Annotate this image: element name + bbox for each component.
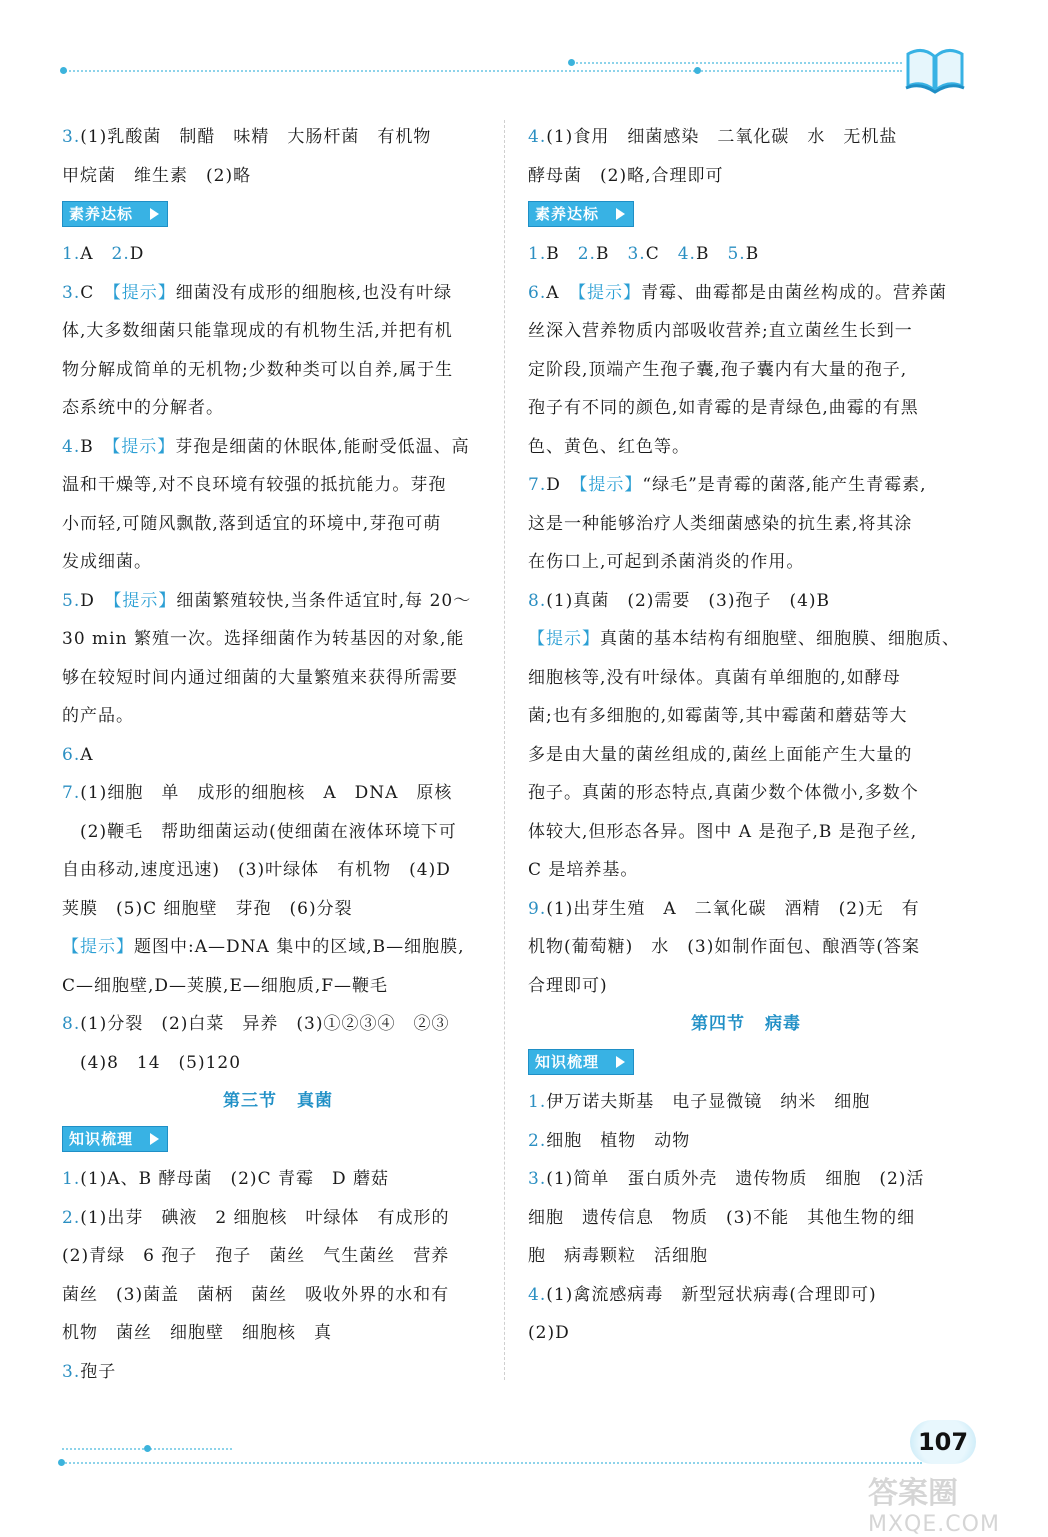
section-badge bbox=[528, 201, 634, 227]
answer-text: C—细胞壁,D—荚膜,E—细胞质,F—鞭毛 bbox=[62, 975, 389, 996]
answer-text: 温和干燥等,对不良环境有较强的抵抗能力。芽孢 bbox=[62, 475, 447, 495]
header-dotted-line-upper bbox=[572, 62, 902, 64]
answer-text: 丝深入营养物质内部吸收营养;直立菌丝生长到一 bbox=[528, 321, 913, 341]
open-book-icon bbox=[904, 44, 966, 94]
question-number: 4. bbox=[528, 127, 547, 147]
answer-text: 伊万诺夫斯基 电子显微镜 纳米 细胞 bbox=[546, 1092, 871, 1112]
section-badge bbox=[62, 1126, 168, 1152]
answer-line bbox=[62, 620, 494, 659]
header-dotted-line bbox=[62, 70, 902, 72]
answer-line bbox=[62, 851, 494, 890]
answer-line bbox=[62, 543, 494, 582]
section-badge bbox=[62, 201, 168, 227]
answer-line bbox=[62, 118, 494, 157]
question-number: 8. bbox=[528, 590, 547, 611]
answer-line bbox=[528, 1276, 964, 1315]
answer-line bbox=[528, 1237, 964, 1276]
question-number: 2. bbox=[111, 244, 130, 264]
answer-text: C bbox=[80, 282, 113, 303]
answer-text: B bbox=[745, 244, 760, 264]
hint-tag: 【提示】 bbox=[111, 436, 176, 457]
answer-line bbox=[528, 312, 964, 351]
answer-text: 色、黄色、红色等。 bbox=[528, 436, 690, 457]
answer-line bbox=[528, 543, 964, 582]
answer-text: 的产品。 bbox=[62, 706, 134, 726]
header-dot-right bbox=[694, 67, 701, 74]
section-title bbox=[62, 1082, 494, 1120]
page-number: 107 bbox=[910, 1420, 976, 1464]
answer-text: A bbox=[80, 244, 112, 264]
answer-line bbox=[62, 928, 494, 967]
watermark bbox=[868, 1468, 1044, 1537]
answer-line bbox=[528, 389, 964, 428]
answer-text: (1)禽流感病毒 新型冠状病毒(合理即可) bbox=[546, 1284, 877, 1305]
answer-text: 细胞核等,没有叶绿体。真菌有单细胞的,如酵母 bbox=[528, 667, 901, 688]
answer-line bbox=[528, 813, 964, 852]
answer-text: (4)8 14 (5)120 bbox=[62, 1052, 242, 1073]
answer-line bbox=[62, 1237, 494, 1276]
answer-line bbox=[528, 505, 964, 544]
question-number: 2. bbox=[62, 1207, 81, 1228]
footer-dot bbox=[144, 1445, 151, 1452]
answer-text: (1)真菌 (2)需要 (3)孢子 (4)B bbox=[546, 590, 831, 611]
answer-line bbox=[528, 1199, 964, 1238]
answer-text: 小而轻,可随风飘散,落到适宜的环境中,芽孢可萌 bbox=[62, 513, 442, 534]
answer-text: 题图中:A—DNA 集中的区域,B—细胞膜, bbox=[134, 937, 465, 957]
answer-line bbox=[528, 582, 964, 621]
answer-line bbox=[528, 851, 964, 890]
answer-text: (1)A、B 酵母菌 (2)C 青霉 D 蘑菇 bbox=[80, 1169, 390, 1189]
play-triangle-icon bbox=[150, 1133, 159, 1145]
watermark-line1: 答案圈 bbox=[868, 1476, 958, 1511]
section-badge bbox=[528, 1049, 634, 1075]
header-dot-left bbox=[60, 67, 67, 74]
answer-text: (2)D bbox=[528, 1323, 570, 1343]
answer-line bbox=[62, 1199, 494, 1238]
answer-line bbox=[528, 659, 964, 698]
badge-label: 素养达标 bbox=[535, 205, 600, 223]
question-number: 5. bbox=[62, 590, 81, 611]
answer-line bbox=[62, 312, 494, 351]
answer-line bbox=[62, 697, 494, 736]
question-number: 4. bbox=[528, 1284, 547, 1305]
section-number: 第三节 bbox=[223, 1091, 277, 1111]
question-number: 6. bbox=[528, 282, 547, 303]
answer-text: 在伤口上,可起到杀菌消炎的作用。 bbox=[528, 552, 805, 572]
question-number: 3. bbox=[62, 282, 81, 303]
answer-line bbox=[62, 967, 494, 1006]
answer-text: B bbox=[695, 244, 728, 264]
left-column bbox=[62, 118, 494, 1391]
answer-text: 酵母菌 (2)略,合理即可 bbox=[528, 165, 724, 186]
answer-line bbox=[62, 1160, 494, 1199]
answer-text: (2)青绿 6 孢子 孢子 菌丝 气生菌丝 营养 bbox=[62, 1246, 450, 1266]
answer-line bbox=[62, 736, 494, 775]
question-number: 2. bbox=[577, 244, 596, 264]
answer-line bbox=[62, 1276, 494, 1315]
answer-line bbox=[528, 1160, 964, 1199]
answer-line bbox=[62, 813, 494, 852]
question-number: 9. bbox=[528, 898, 547, 919]
hint-tag: 【提示】 bbox=[578, 475, 643, 495]
answer-text: 孢子。真菌的形态特点,真菌少数个体微小,多数个 bbox=[528, 783, 919, 803]
hint-tag: 【提示】 bbox=[62, 937, 134, 957]
question-number: 3. bbox=[62, 127, 81, 147]
answer-line bbox=[62, 890, 494, 929]
answer-line bbox=[62, 274, 494, 313]
answer-text: 态系统中的分解者。 bbox=[62, 398, 224, 418]
play-triangle-icon bbox=[150, 208, 159, 220]
answer-text: D bbox=[546, 475, 579, 495]
question-number: 1. bbox=[62, 244, 81, 264]
footer-dotted-line bbox=[62, 1462, 922, 1464]
answer-text: 体,大多数细菌只能靠现成的有机物生活,并把有机 bbox=[62, 321, 453, 341]
hint-tag: 【提示】 bbox=[112, 590, 177, 611]
question-number: 3. bbox=[627, 244, 646, 264]
answer-text: 真菌的基本结构有细胞壁、细胞膜、细胞质、 bbox=[600, 629, 960, 649]
answer-text: 多是由大量的菌丝组成的,菌丝上面能产生大量的 bbox=[528, 744, 913, 765]
answer-text: (1)食用 细菌感染 二氧化碳 水 无机盐 bbox=[546, 127, 898, 147]
answer-line bbox=[62, 389, 494, 428]
answer-line bbox=[528, 1122, 964, 1161]
answer-text: 荚膜 (5)C 细胞壁 芽孢 (6)分裂 bbox=[62, 898, 353, 919]
answer-line bbox=[62, 1044, 494, 1083]
question-number: 1. bbox=[62, 1169, 81, 1189]
answer-line bbox=[528, 351, 964, 390]
answer-text: 细菌没有成形的细胞核,也没有叶绿 bbox=[175, 282, 453, 303]
answer-text: 自由移动,速度迅速) (3)叶绿体 有机物 (4)D bbox=[62, 860, 451, 880]
badge-label: 素养达标 bbox=[69, 205, 134, 223]
answer-text: 菌丝 (3)菌盖 菌柄 菌丝 吸收外界的水和有 bbox=[62, 1284, 450, 1305]
question-number: 8. bbox=[62, 1014, 81, 1034]
answer-text: 体较大,但形态各异。图中 A 是孢子,B 是孢子丝, bbox=[528, 821, 918, 842]
answer-line bbox=[528, 928, 964, 967]
answer-text: 细菌繁殖较快,当条件适宜时,每 20～ bbox=[176, 590, 472, 611]
answer-text: 够在较短时间内通过细菌的大量繁殖来获得所需要 bbox=[62, 667, 458, 688]
section-number: 第四节 bbox=[691, 1014, 745, 1034]
play-triangle-icon bbox=[616, 208, 625, 220]
answer-line bbox=[528, 620, 964, 659]
answer-line bbox=[62, 1005, 494, 1044]
column-divider bbox=[504, 120, 505, 1380]
answer-line bbox=[528, 157, 964, 196]
question-number: 2. bbox=[528, 1130, 547, 1151]
answer-line bbox=[62, 351, 494, 390]
question-number: 6. bbox=[62, 744, 81, 765]
answer-text: D bbox=[129, 244, 145, 264]
question-number: 1. bbox=[528, 1092, 547, 1112]
answer-text: 机物 菌丝 细胞壁 细胞核 真 bbox=[62, 1323, 332, 1343]
badge-label: 知识梳理 bbox=[69, 1130, 134, 1148]
question-number: 1. bbox=[528, 244, 547, 264]
question-number: 3. bbox=[528, 1169, 547, 1189]
answer-text: (1)乳酸菌 制醋 味精 大肠杆菌 有机物 bbox=[80, 127, 432, 147]
question-number: 4. bbox=[677, 244, 696, 264]
answer-line bbox=[62, 505, 494, 544]
answer-text: (1)细胞 单 成形的细胞核 A DNA 原核 bbox=[80, 783, 453, 803]
answer-line bbox=[528, 736, 964, 775]
question-number: 7. bbox=[62, 783, 81, 803]
answer-text: A bbox=[546, 282, 578, 303]
answer-text: 细胞 遗传信息 物质 (3)不能 其他生物的细 bbox=[528, 1207, 916, 1228]
answer-line bbox=[528, 890, 964, 929]
play-triangle-icon bbox=[616, 1056, 625, 1068]
question-number: 3. bbox=[62, 1361, 81, 1382]
answer-line bbox=[62, 659, 494, 698]
answer-text: C 是培养基。 bbox=[528, 860, 639, 880]
hint-tag: 【提示】 bbox=[528, 629, 600, 649]
answer-text: 菌;也有多细胞的,如霉菌等,其中霉菌和蘑菇等大 bbox=[528, 706, 908, 726]
answer-line bbox=[62, 235, 494, 274]
answer-text: 发成细菌。 bbox=[62, 552, 152, 572]
answer-text: (1)简单 蛋白质外壳 遗传物质 细胞 (2)活 bbox=[546, 1169, 925, 1189]
answer-line bbox=[528, 967, 964, 1006]
answer-line bbox=[62, 1353, 494, 1392]
answer-text: 细胞 植物 动物 bbox=[546, 1130, 691, 1151]
answer-text: 胞 病毒颗粒 活细胞 bbox=[528, 1246, 708, 1266]
answer-text: 孢子 bbox=[80, 1361, 117, 1382]
answer-text: B bbox=[595, 244, 628, 264]
answer-text: A bbox=[80, 744, 94, 765]
answer-line bbox=[62, 428, 494, 467]
answer-line bbox=[528, 697, 964, 736]
answer-text: “绿毛”是青霉的菌落,能产生青霉素, bbox=[642, 475, 927, 495]
answer-text: 合理即可) bbox=[528, 975, 608, 996]
answer-text: 青霉、曲霉都是由菌丝构成的。营养菌 bbox=[641, 282, 948, 303]
answer-line bbox=[62, 1314, 494, 1353]
answer-text: B bbox=[546, 244, 578, 264]
answer-line bbox=[528, 774, 964, 813]
section-name: 病毒 bbox=[765, 1014, 801, 1034]
question-number: 5. bbox=[727, 244, 746, 264]
answer-line bbox=[62, 774, 494, 813]
answer-text: 定阶段,顶端产生孢子囊,孢子囊内有大量的孢子, bbox=[528, 359, 908, 380]
answer-text: D bbox=[80, 590, 113, 611]
question-number: 4. bbox=[62, 436, 81, 457]
answer-line bbox=[528, 428, 964, 467]
answer-text: (1)出芽 碘液 2 细胞核 叶绿体 有成形的 bbox=[80, 1207, 450, 1228]
answer-line bbox=[62, 582, 494, 621]
badge-label: 知识梳理 bbox=[535, 1053, 600, 1071]
answer-line bbox=[528, 1314, 964, 1353]
answer-text: (1)出芽生殖 A 二氧化碳 酒精 (2)无 有 bbox=[546, 898, 920, 919]
answer-line bbox=[528, 274, 964, 313]
answer-text: 甲烷菌 维生素 (2)略 bbox=[62, 165, 252, 186]
header-dot-mid bbox=[568, 59, 575, 66]
answer-text: 30 min 繁殖一次。选择细菌作为转基因的对象,能 bbox=[62, 629, 465, 649]
answer-text: 孢子有不同的颜色,如青霉的是青绿色,曲霉的有黑 bbox=[528, 398, 919, 418]
section-name: 真菌 bbox=[297, 1091, 333, 1111]
answer-line bbox=[62, 157, 494, 196]
watermark-line2: MXQE.COM bbox=[868, 1512, 1000, 1537]
section-title bbox=[528, 1005, 964, 1043]
answer-line bbox=[62, 466, 494, 505]
answer-text: (2)鞭毛 帮助细菌运动(使细菌在液体环境下可 bbox=[62, 821, 457, 842]
answer-text: 这是一种能够治疗人类细菌感染的抗生素,将其涂 bbox=[528, 513, 913, 534]
answer-text: B bbox=[80, 436, 112, 457]
answer-line bbox=[528, 118, 964, 157]
footer-dot-left bbox=[58, 1459, 65, 1466]
answer-text: (1)分裂 (2)白菜 异养 (3)①②③④ ②③ bbox=[80, 1014, 450, 1034]
hint-tag: 【提示】 bbox=[112, 282, 176, 303]
hint-tag: 【提示】 bbox=[577, 282, 642, 303]
answer-text: 机物(葡萄糖) 水 (3)如制作面包、酿酒等(答案 bbox=[528, 937, 920, 957]
answer-text: 芽孢是细菌的休眠体,能耐受低温、高 bbox=[175, 436, 470, 457]
answer-line bbox=[528, 1083, 964, 1122]
answer-line bbox=[528, 466, 964, 505]
right-column bbox=[528, 118, 964, 1353]
answer-text: 物分解成简单的无机物;少数种类可以自养,属于生 bbox=[62, 359, 454, 380]
answer-line bbox=[528, 235, 964, 274]
answer-text: C bbox=[645, 244, 678, 264]
question-number: 7. bbox=[528, 475, 547, 495]
